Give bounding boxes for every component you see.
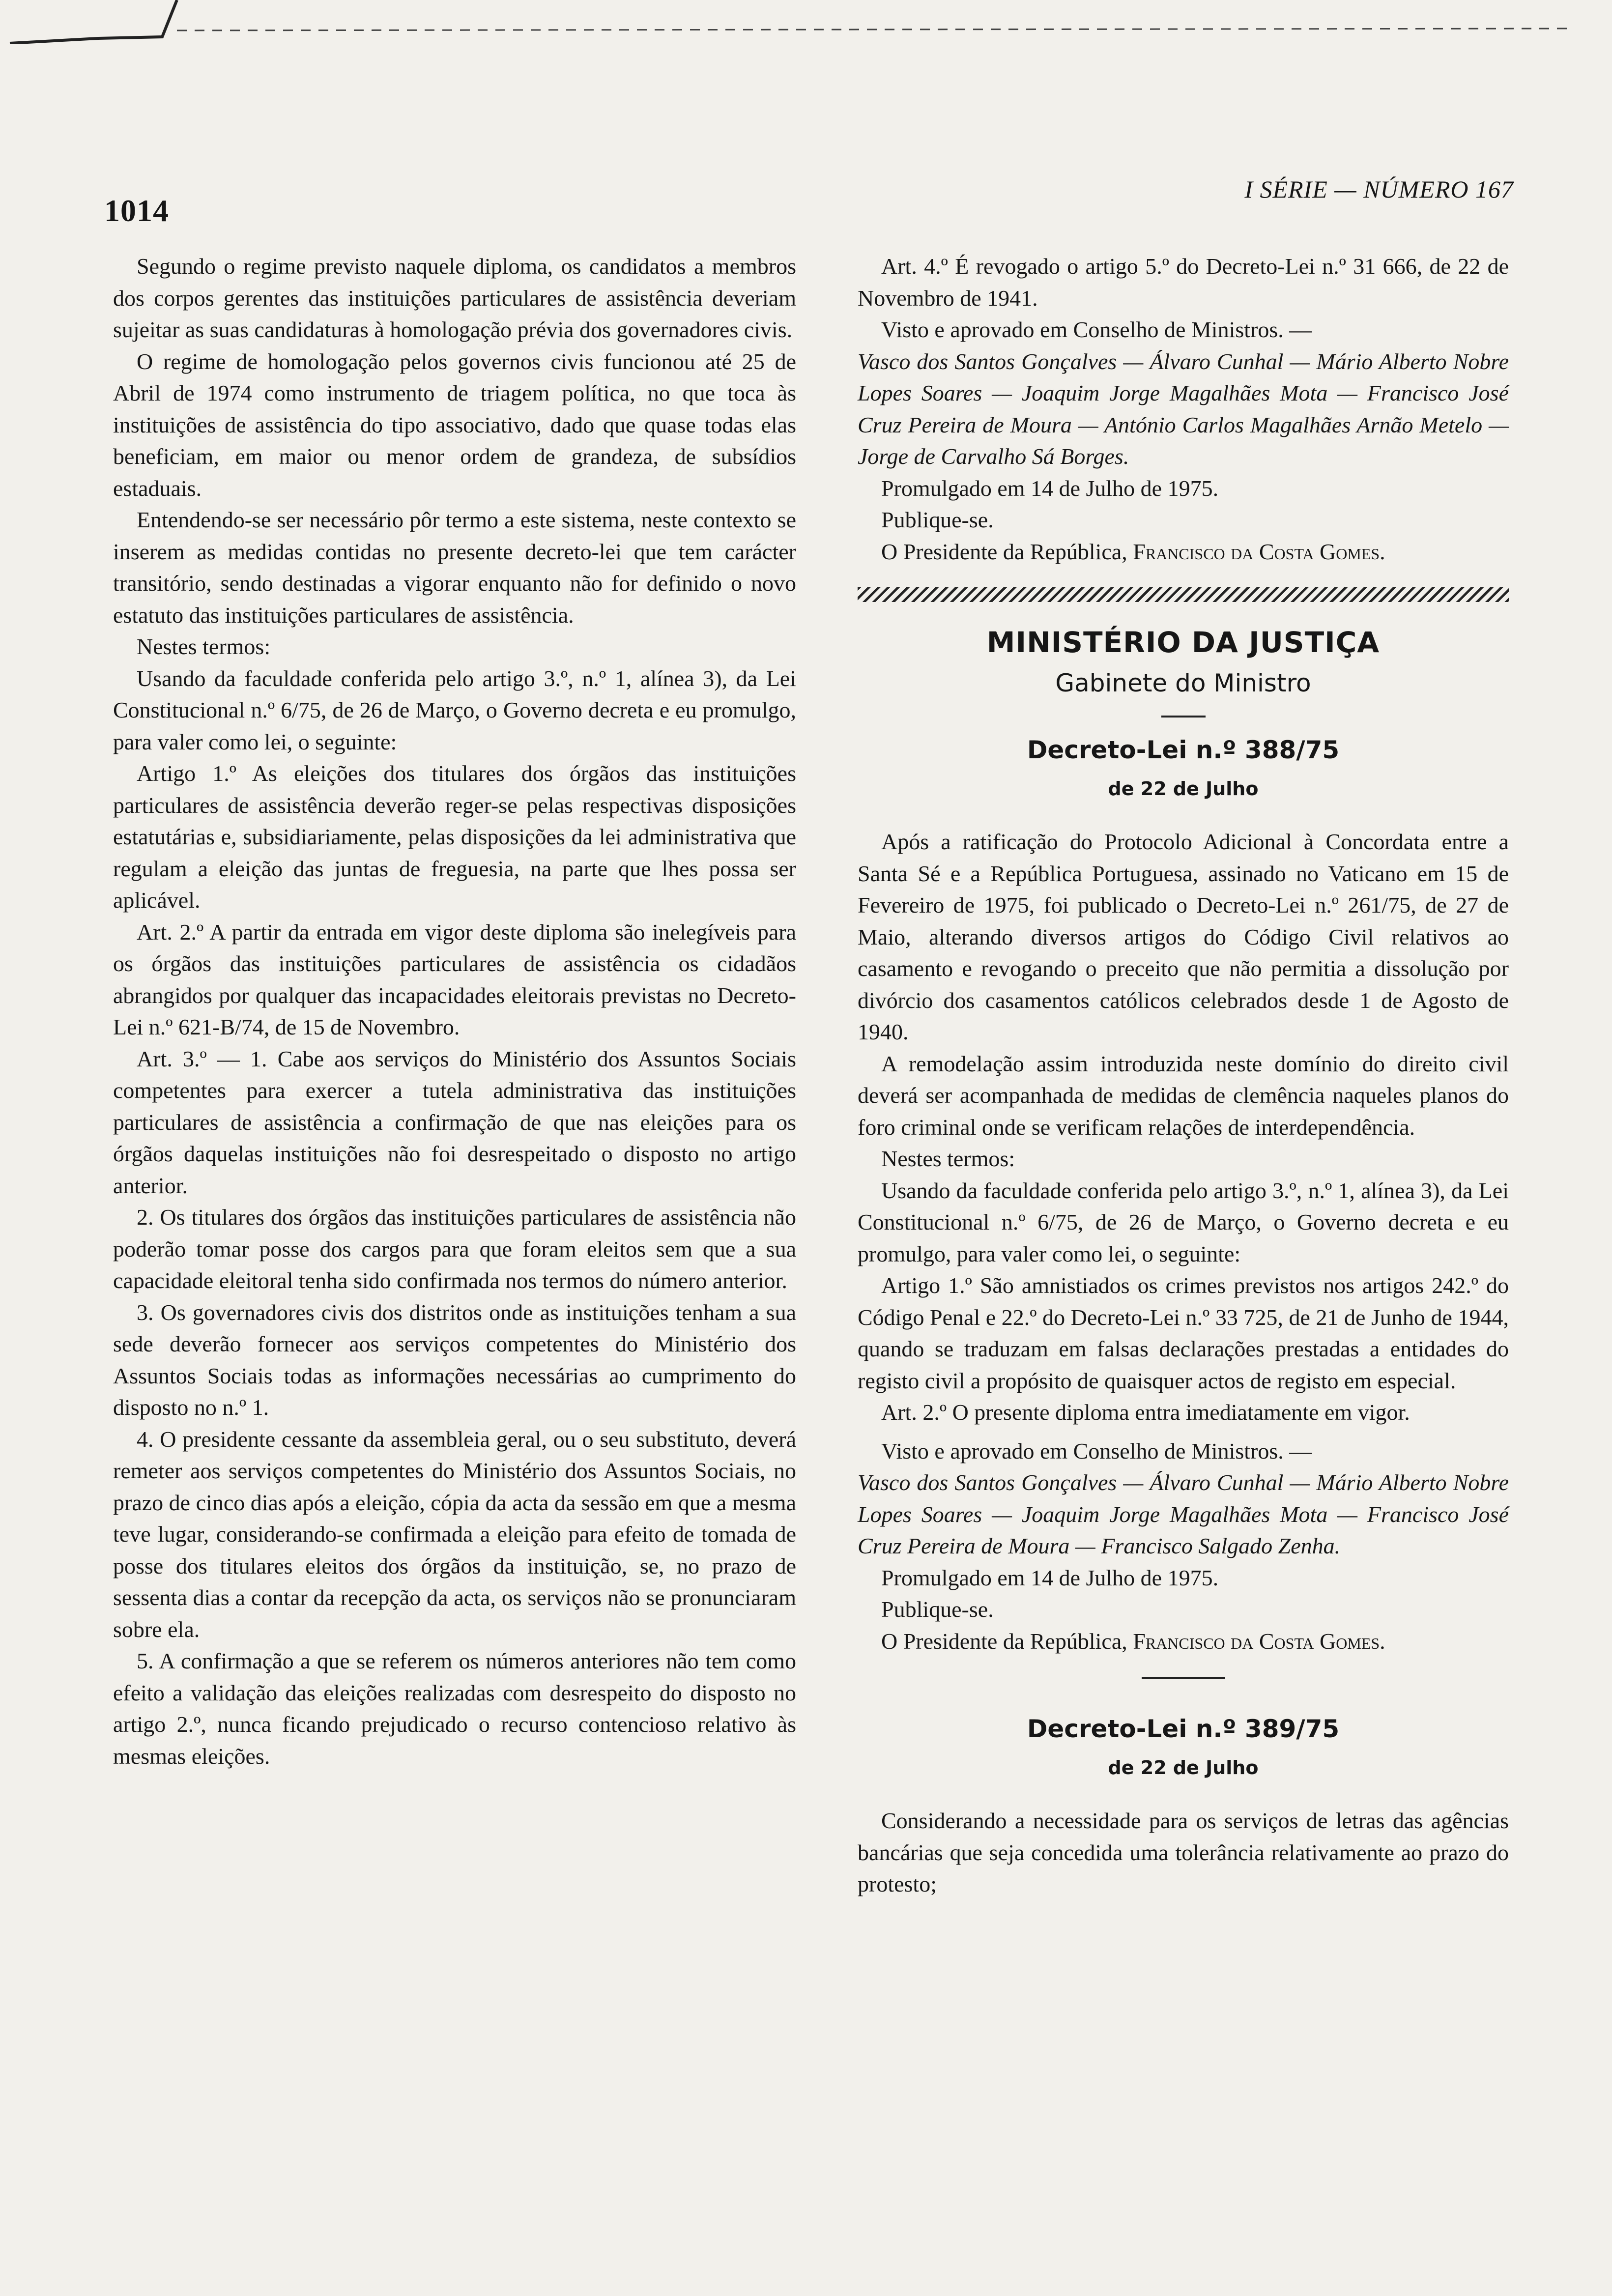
paragraph: Nestes termos: bbox=[881, 1146, 1015, 1171]
article-3-n3: 3. Os governadores civis dos distritos onde as instituições tenham a sua sede deverão fornecer aos serviços competentes do Ministério dos Assuntos Sociais todas as informações necessárias ao cumprimento do disposto no n.º 1. bbox=[113, 1299, 796, 1420]
promulgation-date: Promulgado em 14 de Julho de 1975. bbox=[881, 1565, 1219, 1590]
page-number: 1014 bbox=[104, 193, 169, 228]
section-ornament bbox=[858, 587, 1509, 602]
president-name: Francisco da Costa Gomes. bbox=[1133, 539, 1385, 564]
president-prefix: O Presidente da República, bbox=[881, 539, 1127, 564]
paragraph: A remodelação assim introduzida neste domínio do direito civil deverá ser acompanhada de medidas de clemência naqueles planos do foro criminal onde se verificam relações de interdependência. bbox=[858, 1051, 1509, 1140]
publish-order: Publique-se. bbox=[881, 1597, 994, 1622]
approval-line: Visto e aprovado em Conselho de Ministros. — bbox=[881, 317, 1312, 342]
president-name: Francisco da Costa Gomes. bbox=[1133, 1628, 1385, 1654]
article-1: Artigo 1.º São amnistiados os crimes previstos nos artigos 242.º do Código Penal e 22.º do Decreto-Lei n.º 33 725, de 21 de Junho de 1944, quando se traduzam em falsas declarações prestadas a entidades do registo civil a propósito de quaisquer actos de registo em especial. bbox=[858, 1273, 1509, 1393]
article-2: Art. 2.º A partir da entrada em vigor deste diploma são inelegíveis para os órgãos das instituições particulares de assistência os cidadãos abrangidos por qualquer das incapacidades eleitorais previstas no Decreto-Lei n.º 621-B/74, de 15 de Novembro. bbox=[113, 919, 796, 1039]
decree-date: de 22 de Julho bbox=[1108, 777, 1259, 800]
promulgation-date: Promulgado em 14 de Julho de 1975. bbox=[881, 475, 1219, 501]
signatories: Vasco dos Santos Gonçalves — Álvaro Cunhal — Mário Alberto Nobre Lopes Soares — Joaquim Jorge Magalhães Mota — Francisco José Cruz Pereira de Moura — Francisco Salgado Zenha. bbox=[858, 1470, 1509, 1558]
series-number: I SÉRIE — NÚMERO 167 bbox=[1244, 175, 1514, 203]
president-signature bbox=[858, 1626, 1509, 1658]
right-column bbox=[858, 251, 1509, 1900]
signatories: Vasco dos Santos Gonçalves — Álvaro Cunhal — Mário Alberto Nobre Lopes Soares — Joaquim Jorge Magalhães Mota — Francisco José Cruz Pereira de Moura — António Carlos Magalhães Arnão Metelo — Jorge de Carvalho Sá Borges. bbox=[858, 348, 1509, 469]
president-prefix: O Presidente da República, bbox=[881, 1628, 1127, 1654]
paragraph: Usando da faculdade conferida pelo artigo 3.º, n.º 1, alínea 3), da Lei Constitucional n.º 6/75, de 26 de Março, o Governo decreta e eu promulgo, para valer como lei, o seguinte: bbox=[113, 665, 796, 754]
article-2: Art. 2.º O presente diploma entra imediatamente em vigor. bbox=[881, 1400, 1410, 1425]
article-3-n1: Art. 3.º — 1. Cabe aos serviços do Ministério dos Assuntos Sociais competentes para exercer a tutela administrativa das instituições particulares de assistência a confirmação de que nas eleições para os órgãos daquelas instituições não foi desrespeitado o disposto no artigo anterior. bbox=[113, 1046, 796, 1198]
article-3-n4: 4. O presidente cessante da assembleia geral, ou o seu substituto, deverá remeter aos serviços competentes do Ministério dos Assuntos Sociais, no prazo de cinco dias após a eleição, cópia da acta da sessão em que a mesma teve lugar, considerando-se confirmada a eleição para efeito de tomada de posse dos titulares eleitos dos órgãos da instituição, se, no prazo de sessenta dias a contar da recepção da acta, os serviços não se pronunciaram sobre ela. bbox=[113, 1426, 796, 1642]
ministry-heading: MINISTÉRIO DA JUSTIÇA bbox=[986, 626, 1380, 659]
article-3-n5: 5. A confirmação a que se referem os números anteriores não tem como efeito a validação das eleições realizadas com desrespeito do disposto no artigo 2.º, nunca ficando prejudicado o recurso contencioso relativo às mesmas eleições. bbox=[113, 1648, 796, 1769]
approval-line: Visto e aprovado em Conselho de Ministros. — bbox=[881, 1438, 1312, 1464]
paragraph: Considerando a necessidade para os serviços de letras das agências bancárias que seja concedida uma tolerância relativamente ao prazo do protesto; bbox=[858, 1808, 1509, 1896]
paragraph: Após a ratificação do Protocolo Adicional à Concordata entre a Santa Sé e a República Portuguesa, assinado no Vaticano em 15 de Fevereiro de 1975, foi publicado o Decreto-Lei n.º 261/75, de 27 de Maio, alterando diversos artigos do Código Civil relativos ao casamento e revogando o preceito que não permitia a dissolução por divórcio dos casamentos católicos celebrados desde 1 de Agosto de 1940. bbox=[858, 829, 1509, 1044]
article-3-n2: 2. Os titulares dos órgãos das instituições particulares de assistência não poderão tomar posse dos cargos para que foram eleitos sem que a sua capacidade eleitoral tenha sido confirmada nos termos do número anterior. bbox=[113, 1205, 796, 1293]
decree-title: Decreto-Lei n.º 389/75 bbox=[1027, 1715, 1340, 1743]
paragraph: O regime de homologação pelos governos civis funcionou até 25 de Abril de 1974 como instrumento de triagem política, no que toca às instituições de assistência do tipo associativo, dado que quase todas elas beneficiam, em maior ou menor ordem de grandeza, de subsídios estaduais. bbox=[113, 348, 796, 501]
decree-title: Decreto-Lei n.º 388/75 bbox=[1027, 736, 1340, 764]
decree-date: de 22 de Julho bbox=[1108, 1756, 1259, 1779]
article-4: Art. 4.º É revogado o artigo 5.º do Decreto-Lei n.º 31 666, de 22 de Novembro de 1941. bbox=[858, 254, 1509, 311]
president-signature bbox=[858, 536, 1509, 568]
left-column bbox=[113, 251, 796, 1772]
publish-order: Publique-se. bbox=[881, 507, 994, 532]
paragraph: Usando da faculdade conferida pelo artigo 3.º, n.º 1, alínea 3), da Lei Constitucional n.º 6/75, de 26 de Março, o Governo decreta e eu promulgo, para valer como lei, o seguinte: bbox=[858, 1177, 1509, 1266]
scan-edge-marks bbox=[0, 0, 1612, 44]
paragraph: Nestes termos: bbox=[137, 634, 271, 659]
divider bbox=[1142, 1677, 1225, 1679]
divider bbox=[1161, 716, 1206, 718]
paragraph: Entendendo-se ser necessário pôr termo a este sistema, neste contexto se inserem as medidas contidas no presente decreto-lei que tem carácter transitório, sendo destinadas a vigorar enquanto não for definido o novo estatuto das instituições particulares de assistência. bbox=[113, 507, 796, 628]
paragraph: Segundo o regime previsto naquele diploma, os candidatos a membros dos corpos gerentes das instituições particulares de assistência deveriam sujeitar as suas candidaturas à homologação prévia dos governadores civis. bbox=[113, 254, 796, 342]
cabinet-heading: Gabinete do Ministro bbox=[1055, 668, 1311, 697]
article-1: Artigo 1.º As eleições dos titulares dos órgãos das instituições particulares de assistência deverão reger-se pelas respectivas disposições estatutárias e, subsidiariamente, pelas disposições da lei administrativa que regulam a eleição das juntas de freguesia, na parte que lhes possa ser aplicável. bbox=[113, 761, 796, 913]
